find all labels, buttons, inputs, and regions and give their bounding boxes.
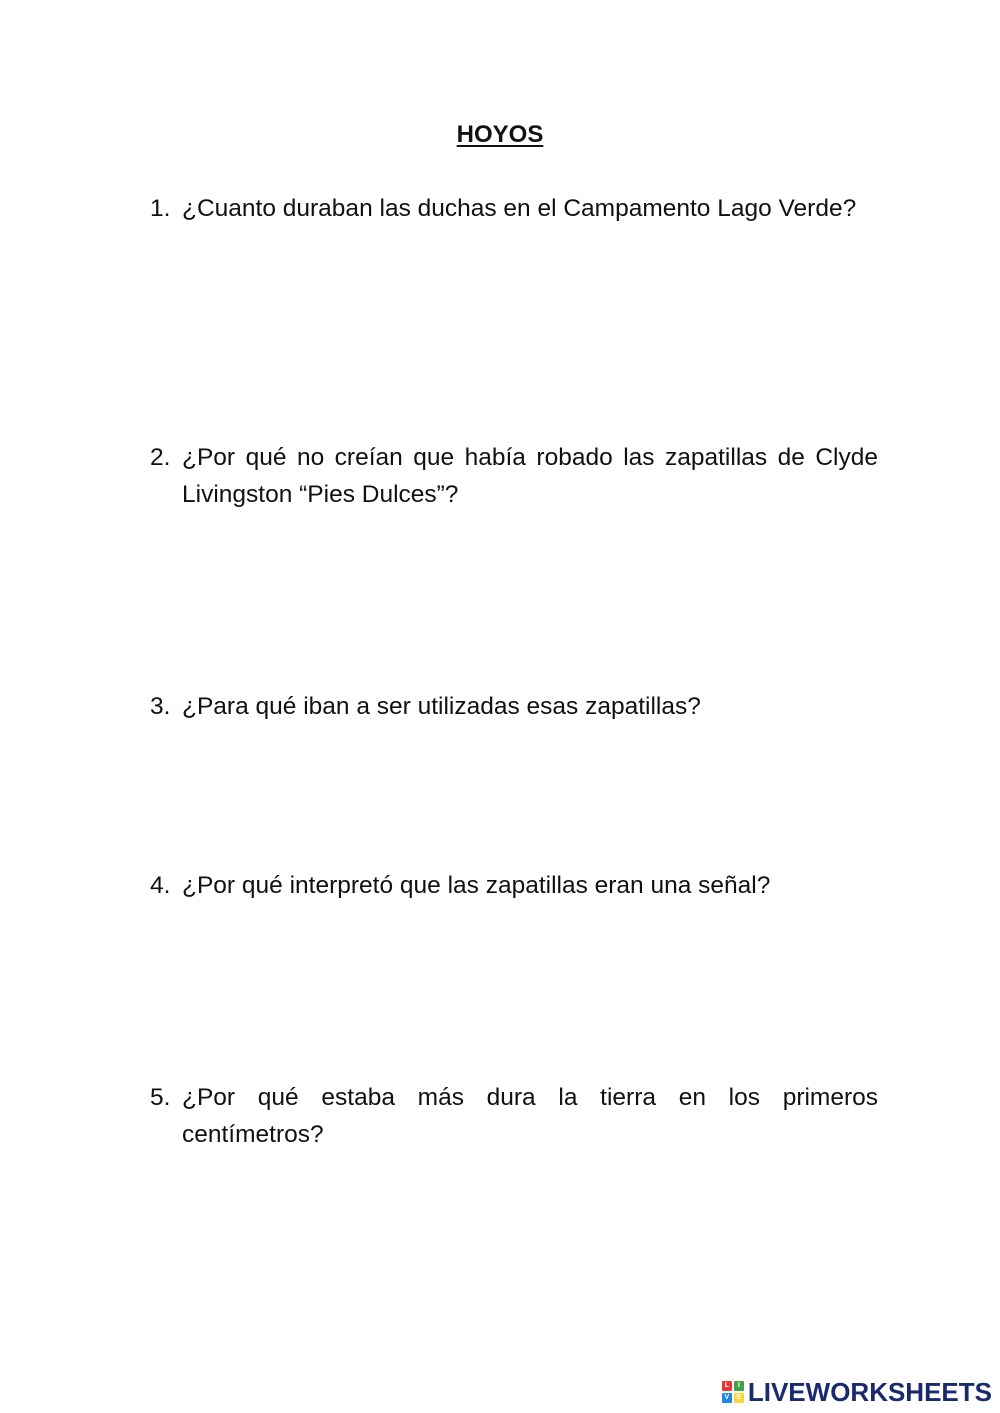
question-text: ¿Por qué interpretó que las zapatillas eran una señal? [182, 872, 771, 899]
question-item [150, 688, 878, 725]
question-text: ¿Por qué no creían que había robado las zapatillas de Clyde Livingston “Pies Dulces”? [182, 444, 878, 508]
question-number: 5. [150, 1084, 171, 1111]
logo-block-l: L [722, 1381, 732, 1391]
liveworksheets-logo [722, 1378, 992, 1406]
question-item [150, 190, 878, 227]
brand-name: LIVEWORKSHEETS [747, 1376, 992, 1407]
question-text: ¿Cuanto duraban las duchas en el Campamento Lago Verde? [182, 195, 857, 222]
logo-blocks-icon [722, 1381, 744, 1403]
logo-block-v: V [722, 1393, 732, 1403]
question-number: 4. [150, 872, 171, 899]
question-number: 3. [150, 693, 171, 720]
question-number: 2. [150, 444, 171, 471]
question-item [150, 867, 878, 904]
question-item [150, 439, 878, 513]
page-title: HOYOS [456, 121, 544, 148]
question-number: 1. [150, 195, 171, 222]
logo-block-i: I [734, 1381, 744, 1391]
question-item [150, 1079, 878, 1153]
logo-block-e: E [734, 1393, 744, 1403]
question-text: ¿Para qué iban a ser utilizadas esas zapatillas? [182, 693, 701, 720]
question-text: ¿Por qué estaba más dura la tierra en los primeros centímetros? [182, 1084, 878, 1148]
